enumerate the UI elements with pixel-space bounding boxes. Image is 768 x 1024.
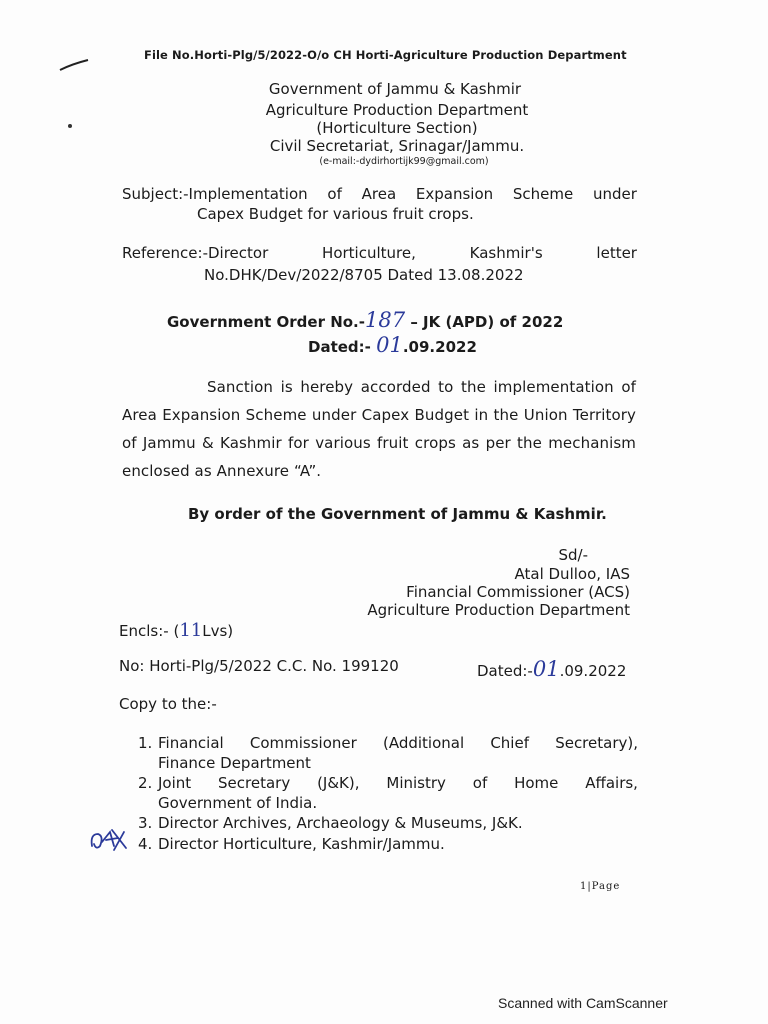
government-order-number: Government Order No.-187 – JK (APD) of 2022 (167, 308, 564, 332)
copy-to-label: Copy to the:- (119, 695, 217, 713)
copy-to-list (138, 734, 638, 855)
scanner-watermark: Scanned with CamScanner (498, 995, 668, 1011)
list-item: 4. Director Horticulture, Kashmir/Jammu. (138, 834, 445, 853)
list-item: 3. Director Archives, Archaeology & Museums, J&K. (138, 814, 523, 832)
signatory-name: Atal Dulloo, IAS (514, 565, 630, 583)
reference-block (122, 244, 637, 284)
handwritten-initials-scribble (88, 826, 134, 854)
reference-word: Horticulture, (322, 244, 416, 262)
copy-number-line: No: Horti-Plg/5/2022 C.C. No. 199120 (119, 657, 399, 675)
header-address: Civil Secretariat, Srinagar/Jammu. (269, 137, 525, 155)
subject-word: Area (361, 185, 397, 203)
reference-line-1 (122, 244, 637, 262)
reference-word: Reference:-Director (122, 244, 269, 262)
header-section: (Horticulture Section) (316, 119, 478, 137)
subject-block (122, 185, 637, 223)
file-number: File No.Horti-Plg/5/2022-O/o CH Horti-Agriculture Production Department (144, 48, 627, 62)
handwritten-day: 01 (376, 333, 403, 357)
subject-line-2: Capex Budget for various fruit crops. (197, 205, 474, 223)
pen-stroke-mark (58, 58, 92, 74)
reference-word: Kashmir's (469, 244, 543, 262)
enclosures-line: Encls:- (11Lvs) (119, 620, 234, 641)
page-footer: 1|Page (580, 881, 621, 892)
sanction-paragraph: Sanction is hereby accorded to the implementation of Area Expansion Scheme under Capex Budget in the Union Territory of Jammu & Kashmir for various fruit crops as per the mechanism enclosed as Annexure “A”. (122, 378, 636, 480)
handwritten-day: 01 (532, 657, 560, 681)
subject-word: of (327, 185, 342, 203)
government-order-date: Dated:- 01.09.2022 (308, 333, 477, 357)
header-email: (e-mail:-dydirhortijk99@gmail.com) (319, 156, 489, 167)
reference-line-2: No.DHK/Dev/2022/8705 Dated 13.08.2022 (204, 266, 524, 284)
subject-word: Expansion (415, 185, 494, 203)
list-item: 1. Financial Commissioner (Additional Chief Secretary), Finance Department (138, 734, 638, 772)
by-order-line: By order of the Government of Jammu & Kashmir. (188, 505, 607, 523)
signatory-title: Financial Commissioner (ACS) (406, 583, 630, 601)
reference-word: letter (596, 244, 637, 262)
subject-word: under (593, 185, 637, 203)
subject-word: Scheme (512, 185, 574, 203)
header-government: Government of Jammu & Kashmir (268, 80, 522, 98)
signature-sd: Sd/- (558, 546, 588, 564)
header-department: Agriculture Production Department (265, 101, 529, 119)
list-item: 2. Joint Secretary (J&K), Ministry of Home Affairs, Government of India. (138, 774, 638, 812)
handwritten-order-number: 187 (364, 308, 406, 332)
signatory-department: Agriculture Production Department (367, 601, 630, 619)
subject-first: Subject:-Implementation (122, 185, 308, 203)
copy-date-line: Dated:-01.09.2022 (477, 657, 627, 681)
subject-line-1 (122, 185, 637, 203)
handwritten-enclosure-count: 11 (179, 620, 203, 641)
